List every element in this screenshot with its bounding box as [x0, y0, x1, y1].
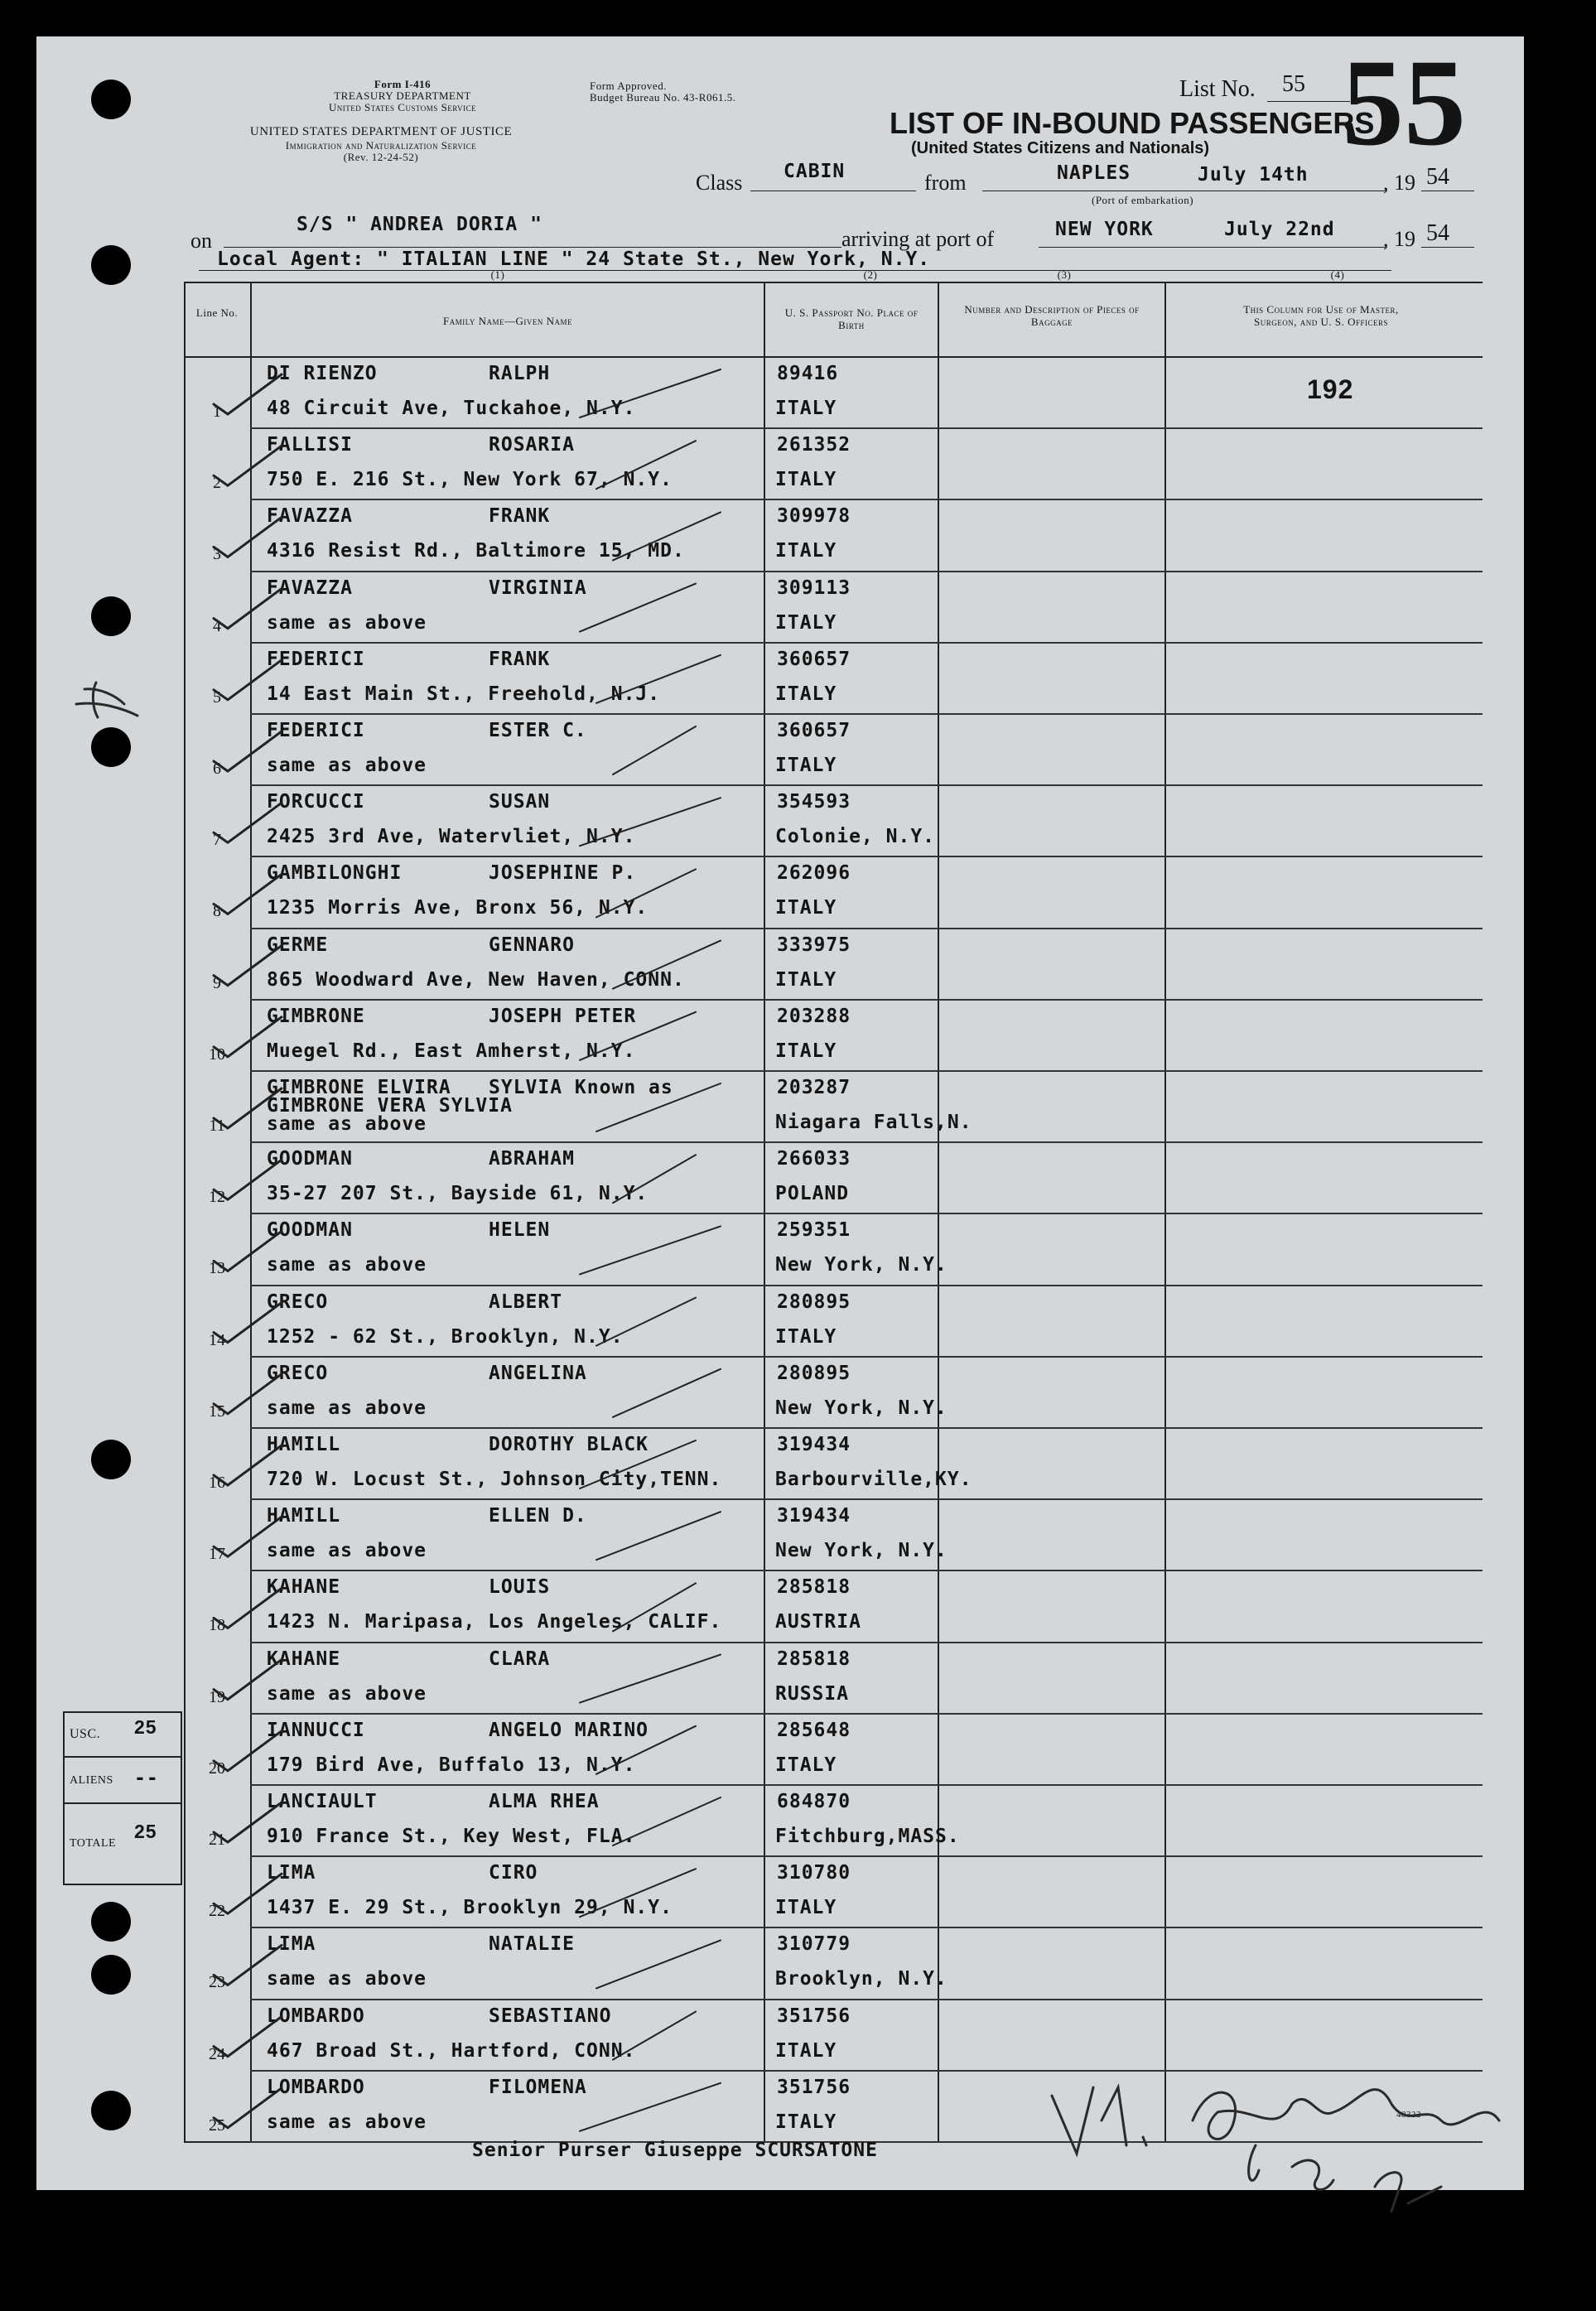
pencil-slash — [580, 1655, 721, 1703]
place-of-birth: ITALY — [775, 683, 837, 705]
given-name: ANGELINA — [489, 1362, 587, 1384]
pencil-slash — [580, 2083, 721, 2131]
given-name: ELLEN D. — [489, 1505, 587, 1527]
address: same as above — [267, 1254, 427, 1276]
pencil-slash — [613, 1797, 721, 1845]
aliens-value: -- — [134, 1768, 159, 1789]
check-mark — [214, 1088, 282, 1128]
passport-number: 354593 — [777, 791, 851, 813]
family-name: GRECO — [267, 1362, 329, 1384]
line-number: 13 — [209, 1259, 225, 1278]
place-of-birth: ITALY — [775, 1325, 837, 1348]
passport-number: 360657 — [777, 648, 851, 670]
passport-number: 319434 — [777, 1434, 851, 1455]
address: 2425 3rd Ave, Watervliet, N.Y. — [267, 826, 636, 848]
given-name: SEBASTIANO — [489, 2005, 612, 2027]
given-name: SUSAN — [489, 791, 551, 813]
passport-number: 333975 — [777, 934, 851, 956]
address: 35-27 207 St., Bayside 61, N.Y. — [267, 1183, 649, 1205]
on-label: on — [190, 229, 212, 253]
check-mark — [214, 1660, 282, 1700]
list-no-label: List No. — [1179, 76, 1256, 102]
list-no-value: 55 — [1282, 71, 1305, 97]
family-name: LOMBARDO — [267, 2005, 365, 2027]
check-mark — [214, 1160, 282, 1199]
family-name: HAMILL — [267, 1434, 341, 1455]
check-mark — [214, 1874, 282, 1913]
family-name: GIMBRONE ELVIRA — [267, 1077, 451, 1098]
check-mark — [214, 1017, 282, 1057]
check-mark — [214, 1374, 282, 1414]
pencil-slash — [596, 869, 696, 917]
passport-number: 310779 — [777, 1933, 851, 1956]
arriving-label: arriving at port of — [841, 227, 995, 251]
address: 48 Circuit Ave, Tuckahoe, N.Y. — [267, 398, 636, 419]
line-number: 19 — [209, 1687, 225, 1706]
passport-number: 285818 — [777, 1648, 851, 1670]
line-number: 23 — [209, 1973, 225, 1992]
family-name: FAVAZZA — [267, 505, 353, 528]
revision-date: (Rev. 12-24-52) — [343, 151, 419, 163]
pencil-slash — [596, 1726, 696, 1774]
address: 1437 E. 29 St., Brooklyn 29, N.Y. — [267, 1897, 673, 1919]
family-name: FALLISI — [267, 434, 353, 456]
address: 720 W. Locust St., Johnson City,TENN. — [267, 1469, 722, 1490]
address: Muegel Rd., East Amherst, N.Y. — [267, 1040, 636, 1062]
check-mark — [214, 517, 282, 557]
pencil-slash — [580, 1440, 696, 1488]
family-name: FORCUCCI — [267, 791, 365, 813]
passport-number: 261352 — [777, 434, 851, 456]
alias-name: GIMBRONE VERA SYLVIA — [267, 1095, 513, 1117]
place-of-birth: POLAND — [775, 1183, 850, 1205]
family-name: FEDERICI — [267, 648, 365, 670]
passport-number: 280895 — [777, 1291, 851, 1313]
given-name: NATALIE — [489, 1933, 575, 1956]
usc-label: USC. — [70, 1727, 101, 1741]
place-of-birth: ITALY — [775, 897, 837, 919]
address: same as above — [267, 1540, 427, 1562]
line-number: 11 — [209, 1117, 225, 1135]
family-name: LANCIAULT — [267, 1791, 378, 1812]
officer-note: 192 — [1307, 374, 1354, 404]
check-mark — [214, 874, 282, 914]
place-of-birth: New York, N.Y. — [775, 1254, 947, 1276]
passport-number: 309113 — [777, 577, 851, 599]
given-name: HELEN — [489, 1219, 551, 1242]
place-of-birth: ITALY — [775, 968, 837, 991]
pencil-slash — [613, 726, 696, 774]
year-prefix-1: , 19 — [1383, 171, 1415, 195]
passport-number: 266033 — [777, 1148, 851, 1170]
check-mark — [214, 1802, 282, 1842]
given-name: LOUIS — [489, 1576, 551, 1599]
line-number: 6 — [213, 760, 221, 778]
line-number: 2 — [213, 474, 221, 493]
check-mark — [214, 2088, 282, 2128]
check-mark — [214, 1517, 282, 1556]
place-of-birth: Niagara Falls,N. — [775, 1112, 972, 1133]
place-of-birth: ITALY — [775, 2111, 837, 2133]
senior-purser: Senior Purser Giuseppe SCURSATONE — [472, 2140, 878, 2161]
family-name: KAHANE — [267, 1648, 341, 1670]
place-of-birth: AUSTRIA — [775, 1611, 861, 1633]
form-number: Form I-416 — [374, 78, 432, 90]
port-embark-label: (Port of embarkation) — [1092, 194, 1194, 206]
local-agent: Local Agent: " ITALIAN LINE " 24 State St., New York, N.Y. — [217, 248, 931, 270]
check-mark — [214, 589, 282, 629]
family-name: DI RIENZO — [267, 363, 378, 384]
given-name: SYLVIA Known as — [489, 1077, 673, 1098]
pencil-slash — [613, 2012, 696, 2060]
check-mark — [214, 1731, 282, 1771]
place-of-birth: Brooklyn, N.Y. — [775, 1968, 947, 1990]
pencil-slash — [613, 1155, 696, 1203]
col-marker-1: (1) — [490, 268, 505, 281]
place-of-birth: New York, N.Y. — [775, 1540, 947, 1562]
line-number: 15 — [209, 1402, 225, 1421]
given-name: RALPH — [489, 363, 551, 384]
class-value: CABIN — [784, 161, 846, 182]
address: same as above — [267, 1113, 427, 1135]
address: 1252 - 62 St., Brooklyn, N.Y. — [267, 1325, 624, 1348]
place-of-birth: ITALY — [775, 540, 837, 562]
check-mark — [214, 374, 282, 414]
check-mark — [214, 446, 282, 485]
passport-number: 309978 — [777, 505, 851, 528]
family-name: IANNUCCI — [267, 1719, 365, 1741]
pencil-slash — [580, 369, 721, 417]
passport-number: 360657 — [777, 720, 851, 741]
treasury-department: TREASURY DEPARTMENT — [334, 89, 471, 102]
usc-value: 25 — [134, 1716, 157, 1738]
family-name: GAMBILONGHI — [267, 862, 403, 885]
place-of-birth: RUSSIA — [775, 1682, 850, 1705]
form-approved: Form Approved. — [590, 80, 667, 92]
family-name: GOODMAN — [267, 1219, 353, 1242]
line-number: 1 — [213, 403, 221, 421]
address: 467 Broad St., Hartford, CONN. — [267, 2039, 636, 2062]
place-of-birth: ITALY — [775, 1897, 837, 1919]
family-name: GERME — [267, 934, 329, 956]
given-name: ALBERT — [489, 1291, 563, 1313]
check-mark — [214, 660, 282, 700]
class-label: Class — [696, 171, 743, 195]
line-number: 22 — [209, 1902, 225, 1921]
address: same as above — [267, 2111, 427, 2133]
list-number-stamp: 55 — [1342, 34, 1466, 171]
line-number: 14 — [209, 1330, 225, 1349]
family-name: KAHANE — [267, 1576, 341, 1599]
line-number: 5 — [213, 688, 221, 707]
given-name: ANGELO MARINO — [489, 1719, 649, 1741]
address: 865 Woodward Ave, New Haven, CONN. — [267, 968, 685, 991]
place-of-birth: Fitchburg,MASS. — [775, 1826, 960, 1847]
address: 750 E. 216 St., New York 67, N.Y. — [267, 469, 673, 491]
family-name: FEDERICI — [267, 720, 365, 741]
check-mark — [214, 1445, 282, 1485]
address: 1235 Morris Ave, Bronx 56, N.Y. — [267, 897, 649, 919]
family-name: LIMA — [267, 1862, 316, 1884]
line-number: 17 — [209, 1545, 225, 1564]
given-name: GENNARO — [489, 934, 575, 956]
budget-bureau: Budget Bureau No. 43-R061.5. — [590, 91, 736, 104]
address: same as above — [267, 1968, 427, 1990]
from-date: July 14th — [1198, 164, 1309, 186]
place-of-birth: ITALY — [775, 469, 837, 491]
line-number: 20 — [209, 1759, 225, 1778]
col-header-officers: This Column for Use of Master, Surgeon, and U. S. Officers — [1243, 303, 1399, 328]
check-mark — [214, 1303, 282, 1343]
line-number: 24 — [209, 2044, 225, 2063]
line-number: 16 — [209, 1474, 225, 1492]
pencil-slash — [613, 512, 721, 560]
given-name: JOSEPH PETER — [489, 1005, 637, 1027]
address: same as above — [267, 1397, 427, 1419]
pencil-slash — [596, 1512, 721, 1560]
year-prefix-2: , 19 — [1383, 227, 1415, 251]
check-mark — [214, 731, 282, 771]
given-name: DOROTHY BLACK — [489, 1434, 649, 1455]
address: same as above — [267, 1682, 427, 1705]
given-name: CIRO — [489, 1862, 538, 1884]
address: 1423 N. Maripasa, Los Angeles, CALIF. — [267, 1611, 722, 1633]
given-name: ESTER C. — [489, 720, 587, 741]
pencil-slash — [596, 441, 696, 489]
col-marker-3: (3) — [1057, 268, 1072, 281]
family-name: GIMBRONE — [267, 1005, 365, 1027]
pencil-slash — [580, 1226, 721, 1274]
passport-number: 351756 — [777, 2005, 851, 2027]
line-number: 8 — [213, 902, 221, 921]
pencil-slash — [580, 584, 696, 632]
customs-service: United States Customs Service — [328, 101, 477, 113]
given-name: ABRAHAM — [489, 1148, 575, 1170]
pencil-slash — [613, 1369, 721, 1417]
address: 179 Bird Ave, Buffalo 13, N.Y. — [267, 1754, 636, 1776]
list-title: LIST OF IN-BOUND PASSENGERS — [890, 106, 1375, 140]
family-name: FAVAZZA — [267, 577, 353, 599]
family-name: GRECO — [267, 1291, 329, 1313]
address: 910 France St., Key West, FLA. — [267, 1826, 636, 1847]
passport-number: 310780 — [777, 1862, 851, 1884]
from-label: from — [924, 171, 967, 195]
check-mark — [214, 946, 282, 986]
line-number: 12 — [209, 1188, 225, 1207]
pencil-slash — [596, 1940, 721, 1988]
pencil-slash — [580, 1869, 696, 1917]
family-name: GOODMAN — [267, 1148, 353, 1170]
pencil-slash — [613, 941, 721, 989]
passport-number: 319434 — [777, 1505, 851, 1527]
line-number: 10 — [209, 1045, 225, 1064]
col-header-name: Family Name—Given Name — [443, 315, 572, 327]
pencil-slash — [596, 655, 721, 703]
passport-number: 684870 — [777, 1791, 851, 1812]
place-of-birth: ITALY — [775, 2039, 837, 2062]
check-mark — [214, 803, 282, 842]
year-value-2: 54 — [1426, 220, 1449, 246]
check-mark — [214, 2017, 282, 2057]
line-number: 25 — [209, 2116, 225, 2135]
place-of-birth: Barbourville,KY. — [775, 1469, 972, 1490]
from-port: NAPLES — [1057, 162, 1131, 184]
col-header-line-no: Line No. — [195, 306, 239, 319]
passport-number: 203287 — [777, 1077, 851, 1098]
list-subtitle: (United States Citizens and Nationals) — [911, 139, 1210, 157]
line-number: 18 — [209, 1616, 225, 1635]
passport-number: 203288 — [777, 1005, 851, 1027]
pencil-slash — [580, 1012, 696, 1060]
place-of-birth: ITALY — [775, 1040, 837, 1062]
passport-number: 262096 — [777, 862, 851, 885]
address: same as above — [267, 611, 427, 634]
pencil-slash — [596, 1298, 696, 1346]
line-number: 4 — [213, 616, 221, 635]
pencil-slash — [596, 1083, 721, 1131]
form-code: 48322 — [1396, 2110, 1421, 2120]
place-of-birth: ITALY — [775, 611, 837, 634]
address: same as above — [267, 755, 427, 776]
arrival-port: NEW YORK — [1055, 219, 1154, 240]
col-marker-4: (4) — [1330, 268, 1345, 281]
family-name: LOMBARDO — [267, 2076, 365, 2098]
passport-number: 259351 — [777, 1219, 851, 1242]
ins-service: Immigration and Naturalization Service — [285, 139, 477, 152]
family-name: HAMILL — [267, 1505, 341, 1527]
arrival-date: July 22nd — [1224, 219, 1335, 240]
year-value-1: 54 — [1426, 164, 1449, 190]
passport-number: 351756 — [777, 2076, 851, 2098]
family-name: LIMA — [267, 1933, 316, 1956]
given-name: JOSEPHINE P. — [489, 862, 637, 885]
passport-number: 285648 — [777, 1719, 851, 1741]
given-name: CLARA — [489, 1648, 551, 1670]
place-of-birth: ITALY — [775, 398, 837, 419]
line-number: 7 — [213, 831, 221, 850]
line-number: 3 — [213, 545, 221, 564]
aliens-label: ALIENS — [70, 1774, 113, 1787]
given-name: FILOMENA — [489, 2076, 587, 2098]
line-number: 9 — [213, 973, 221, 992]
given-name: ROSARIA — [489, 434, 575, 456]
passport-number: 89416 — [777, 363, 839, 384]
totale-label: TOTALE — [70, 1837, 117, 1850]
line-number: 21 — [209, 1831, 225, 1849]
place-of-birth: ITALY — [775, 755, 837, 776]
place-of-birth: Colonie, N.Y. — [775, 826, 936, 848]
col-marker-2: (2) — [863, 268, 878, 281]
pencil-slash — [580, 798, 721, 846]
place-of-birth: New York, N.Y. — [775, 1397, 947, 1419]
col-header-baggage: Number and Description of Pieces of Baggage — [964, 303, 1140, 328]
check-mark — [214, 1231, 282, 1271]
check-mark — [214, 1945, 282, 1985]
check-mark — [214, 1588, 282, 1628]
address: 4316 Resist Rd., Baltimore 15, MD. — [267, 540, 685, 562]
passport-number: 285818 — [777, 1576, 851, 1599]
given-name: ALMA RHEA — [489, 1791, 600, 1812]
given-name: FRANK — [489, 648, 551, 670]
totale-value: 25 — [134, 1821, 157, 1842]
given-name: VIRGINIA — [489, 577, 587, 599]
given-name: FRANK — [489, 505, 551, 528]
department-of-justice: UNITED STATES DEPARTMENT OF JUSTICE — [249, 125, 513, 138]
col-header-passport: U. S. Passport No. Place of Birth — [784, 306, 919, 331]
passport-number: 280895 — [777, 1362, 851, 1384]
pencil-slash — [613, 1583, 696, 1631]
ship-name: S/S " ANDREA DORIA " — [297, 214, 542, 235]
place-of-birth: ITALY — [775, 1754, 837, 1776]
address: 14 East Main St., Freehold, N.J. — [267, 683, 661, 705]
